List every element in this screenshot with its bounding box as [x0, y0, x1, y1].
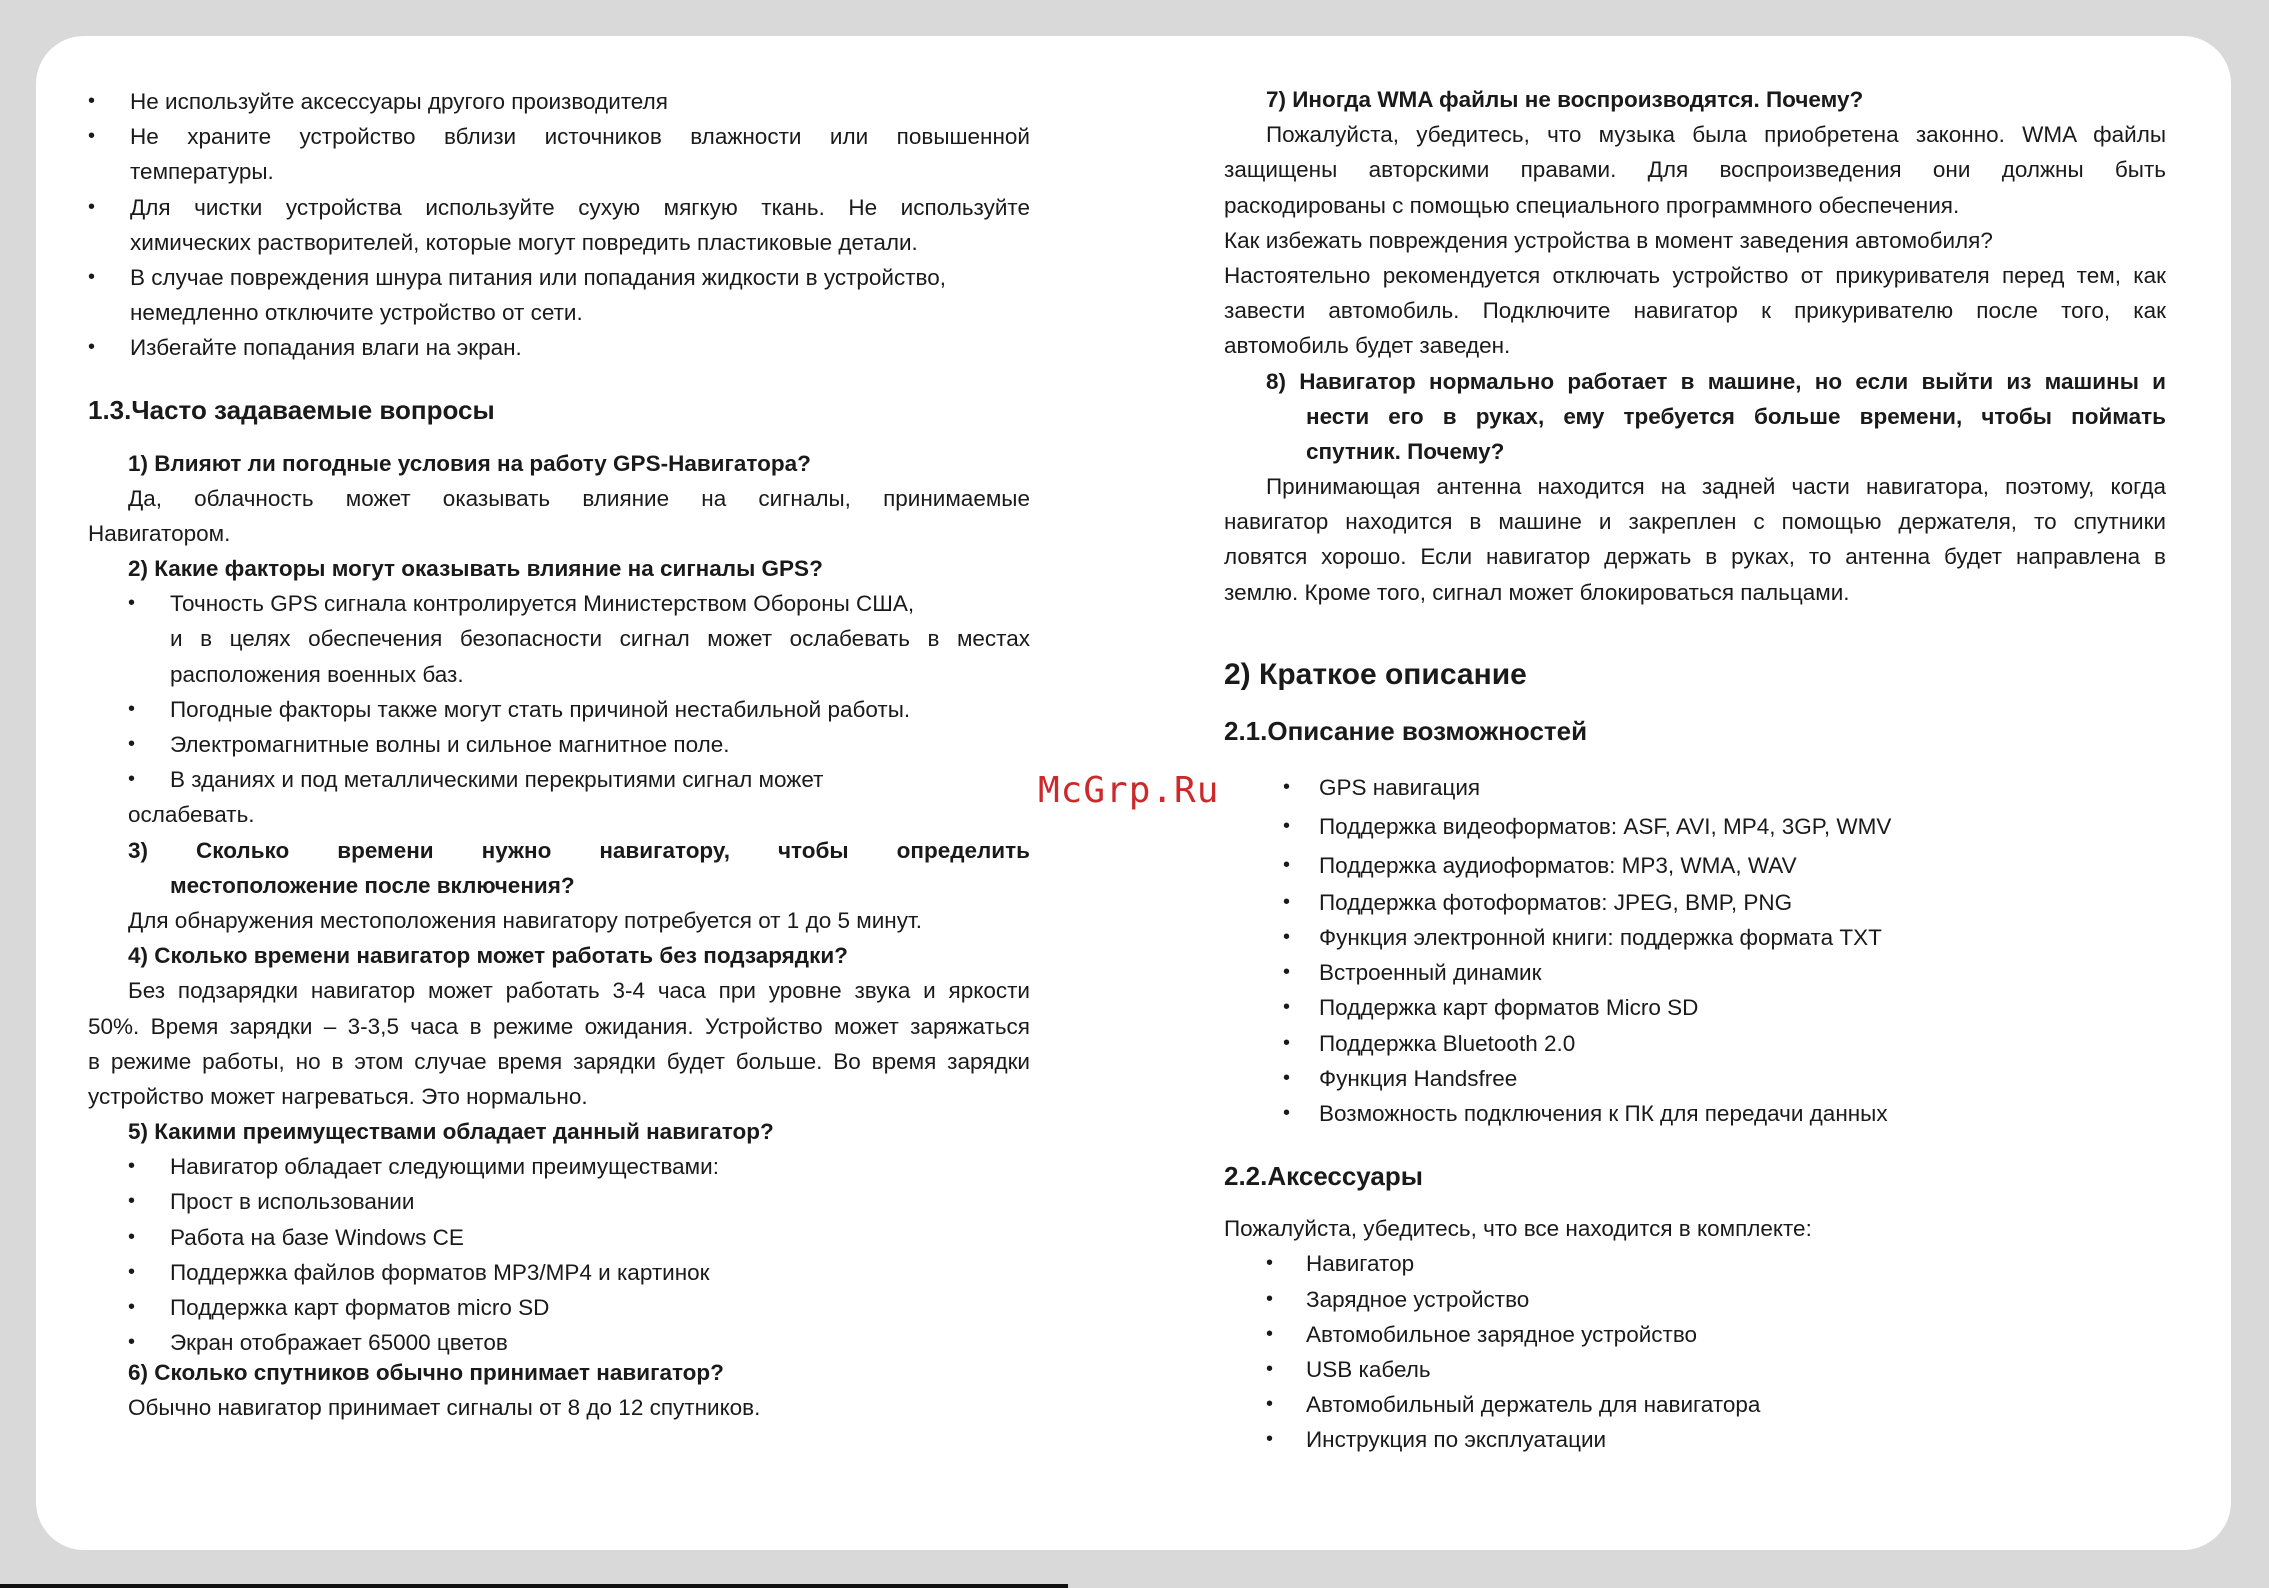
faq-a7-line5: Настоятельно рекомендуется отключать устройство от прикуривателя перед тем, как	[1224, 262, 2166, 288]
feature-item: • Поддержка карт форматов Micro SD	[1283, 995, 1699, 1021]
feature-item: • Поддержка фотоформатов: JPEG, BMP, PNG	[1283, 889, 1793, 915]
section-1-3-title: 1.3.Часто задаваемые вопросы	[88, 394, 495, 425]
faq-a6: Обычно навигатор принимает сигналы от 8 до 12 спутников.	[128, 1395, 761, 1421]
faq-a5-item6: • Экран отображает 65000 цветов	[128, 1330, 508, 1356]
section-2-1-title: 2.1.Описание возможностей	[1224, 715, 1588, 746]
faq-q7: 7) Иногда WMA файлы не воспроизводятся. Почему?	[1266, 87, 1864, 112]
faq-a7-line6: завести автомобиль. Подключите навигатор к прикуривателю после того, как	[1224, 298, 2166, 324]
faq-q8-line1: 8) Навигатор нормально работает в машине, но если выйти из машины и	[1266, 368, 2166, 394]
accessory-item: • Навигатор	[1266, 1251, 1415, 1277]
faq-a7-line2: защищены авторскими правами. Для воспроизведения они должны быть	[1224, 157, 2166, 183]
faq-a4-line3: в режиме работы, но в этом случае время зарядки будет больше. Во время зарядки	[88, 1048, 1030, 1074]
faq-a8-line3: ловятся хорошо. Если навигатор держать в руках, то антенна будет направлена в	[1224, 544, 2166, 570]
accessory-item: • Инструкция по эксплуатации	[1266, 1427, 1607, 1453]
faq-q2: 2) Какие факторы могут оказывать влияние на сигналы GPS?	[128, 556, 823, 582]
feature-item: • Функция Handsfree	[1283, 1065, 1518, 1091]
faq-a4-line1: Без подзарядки навигатор может работать 3-4 часа при уровне звука и яркости	[128, 978, 1030, 1004]
faq-a7-line3: раскодированы с помощью специального программного обеспечения.	[1224, 192, 1960, 218]
faq-a5-item5: • Поддержка карт форматов micro SD	[128, 1295, 550, 1320]
accessories-intro: Пожалуйста, убедитесь, что все находится в комплекте:	[1224, 1216, 1812, 1242]
page-bottom-rule	[0, 1584, 1068, 1588]
left-column	[88, 84, 1030, 1426]
faq-a5-item2: • Прост в использовании	[128, 1189, 415, 1215]
faq-a1-line2: Навигатором.	[88, 520, 231, 546]
accessories-list	[1224, 1246, 2166, 1457]
faq-a8-line2: навигатор находится в машине и закреплен с помощью держателя, то спутники	[1224, 509, 2166, 535]
feature-item: • GPS навигация	[1283, 774, 1481, 800]
accessory-item: • Автомобильное зарядное устройство	[1266, 1321, 1698, 1347]
accessory-item: • Автомобильный держатель для навигатора	[1266, 1392, 1761, 1418]
feature-item: • Поддержка аудиоформатов: MP3, WMA, WAV	[1283, 852, 1797, 878]
section-2-title: 2) Краткое описание	[1224, 657, 1527, 691]
feature-item: • Функция электронной книги: поддержка формата TXT	[1283, 925, 1882, 950]
faq-a4-line4: устройство может нагреваться. Это нормально.	[88, 1083, 588, 1109]
faq-a2-item1: • Точность GPS сигнала контролируется Министерством Обороны США,	[128, 591, 915, 617]
faq-a2-item4: • В зданиях и под металлическими перекрытиями сигнал может	[128, 767, 824, 793]
feature-item: • Возможность подключения к ПК для передачи данных	[1283, 1100, 1888, 1126]
faq-q3-line1: 3) Сколько времени нужно навигатору, чтобы определить	[128, 837, 1030, 863]
faq-a5-item4: • Поддержка файлов форматов MP3/MP4 и картинок	[128, 1259, 710, 1285]
accessory-item: • USB кабель	[1266, 1356, 1431, 1382]
right-column	[1224, 82, 2166, 1457]
faq-a3: Для обнаружения местоположения навигатору потребуется от 1 до 5 минут.	[128, 907, 923, 933]
faq-q8-line3: спутник. Почему?	[1306, 438, 1505, 464]
faq-a2-item2: • Погодные факторы также могут стать причиной нестабильной работы.	[128, 696, 911, 722]
care-item-5: • Избегайте попадания влаги на экран.	[88, 335, 522, 361]
faq-a2-item1-cont: и в целях обеспечения безопасности сигнал может ослабевать в местах	[170, 626, 1030, 652]
faq-a7-line4: Как избежать повреждения устройства в момент заведения автомобиля?	[1224, 227, 1993, 253]
care-item-2: • Не храните устройство вблизи источников влажности или повышенной	[88, 124, 1030, 150]
care-item-3: • Для чистки устройства используйте сухую мягкую ткань. Не используйте	[88, 194, 1030, 220]
faq-a2-item3: • Электромагнитные волны и сильное магнитное поле.	[128, 732, 730, 757]
faq-q1: 1) Влияют ли погодные условия на работу GPS-Навигатора?	[128, 450, 811, 476]
faq-a4-line2: 50%. Время зарядки – 3-3,5 часа в режиме ожидания. Устройство может заряжаться	[88, 1013, 1030, 1039]
faq-a1-line1: Да, облачность может оказывать влияние на сигналы, принимаемые	[128, 485, 1030, 511]
watermark-text: McGrp.Ru	[1038, 770, 1220, 811]
feature-item: • Поддержка Bluetooth 2.0	[1283, 1030, 1576, 1056]
faq-a7-line7: автомобиль будет заведен.	[1224, 333, 1511, 359]
care-item-4-cont: немедленно отключите устройство от сети.	[130, 300, 583, 326]
faq-a2-item1-cont2: расположения военных баз.	[170, 661, 464, 687]
section-2-2-title: 2.2.Аксессуары	[1224, 1161, 1423, 1192]
care-item-4: • В случае повреждения шнура питания или попадания жидкости в устройство,	[88, 264, 947, 290]
faq-a5-item3: • Работа на базе Windows CE	[128, 1224, 464, 1250]
faq-q5: 5) Какими преимуществами обладает данный навигатор?	[128, 1119, 774, 1145]
faq-q4: 4) Сколько времени навигатор может работать без подзарядки?	[128, 943, 848, 969]
feature-item: • Встроенный динамик	[1283, 960, 1542, 986]
faq-a8-line4: землю. Кроме того, сигнал может блокироваться пальцами.	[1224, 579, 1850, 605]
faq-a7-line1: Пожалуйста, убедитесь, что музыка была приобретена законно. WMA файлы	[1266, 122, 2166, 148]
faq-a2-item4-cont: ослабевать.	[128, 802, 255, 828]
faq-a8-line1: Принимающая антенна находится на задней части навигатора, поэтому, когда	[1266, 474, 2166, 500]
features-list	[1224, 768, 2166, 1131]
care-item-3-cont: химических растворителей, которые могут повредить пластиковые детали.	[130, 229, 918, 255]
care-item-1: • Не используйте аксессуары другого производителя	[88, 89, 668, 114]
faq-q6: 6) Сколько спутников обычно принимает навигатор?	[128, 1360, 724, 1386]
feature-item: • Поддержка видеоформатов: ASF, AVI, MP4, 3GP, WMV	[1283, 813, 1892, 839]
accessory-item: • Зарядное устройство	[1266, 1286, 1530, 1312]
faq-q8-line2: нести его в руках, ему требуется больше времени, чтобы поймать	[1306, 403, 2166, 429]
faq-a5-item1: • Навигатор обладает следующими преимуществами:	[128, 1154, 719, 1180]
care-item-2-cont: температуры.	[130, 159, 274, 185]
faq-q3-line2: местоположение после включения?	[170, 872, 575, 898]
